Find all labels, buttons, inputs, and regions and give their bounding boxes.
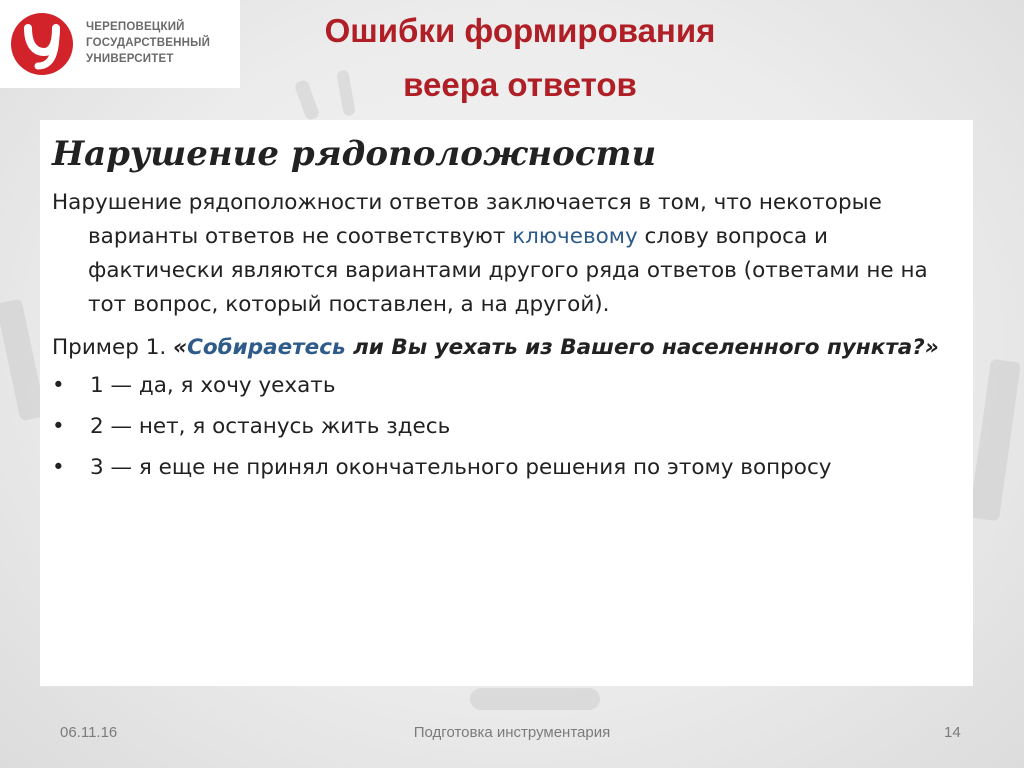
content-panel [40, 120, 973, 686]
answer-option-text: 3 — я еще не принял окончательного решения по этому вопросу [90, 455, 832, 480]
definition-text-end: слову вопроса и фактически являются вариантами другого ряда ответов (ответами не на тот вопрос, который поставлен, а на другой). [88, 224, 928, 317]
answer-options-list [52, 370, 961, 484]
university-logo [0, 0, 240, 88]
footer-title: Подготовка инструментария [413, 724, 611, 741]
footer-date: 06.11.16 [60, 724, 118, 741]
example-question [52, 332, 961, 364]
bullet-icon: • [52, 455, 65, 480]
definition-paragraph [52, 186, 961, 322]
example-keyword: Собираетесь [187, 335, 346, 360]
definition-text-start: Нарушение рядоположности ответов заключается в том, что некоторые варианты ответов не соответствуют [52, 190, 882, 249]
university-name-line-3: УНИВЕРСИТЕТ [86, 53, 174, 65]
example-open-quote: « [173, 335, 188, 360]
page-number: 14 [944, 724, 961, 741]
list-item [52, 452, 961, 484]
university-name-line-2: ГОСУДАРСТВЕННЫЙ [86, 37, 211, 49]
background-decoration [470, 688, 600, 710]
answer-option-text: 2 — нет, я останусь жить здесь [90, 414, 451, 439]
definition-keyword: ключевому [512, 224, 638, 249]
section-heading: Нарушение рядоположности [52, 134, 657, 174]
slide-title-line-2: веера ответов [403, 66, 637, 103]
university-name-line-1: ЧЕРЕПОВЕЦКИЙ [86, 21, 185, 33]
answer-option-text: 1 — да, я хочу уехать [90, 373, 336, 398]
example-label: Пример 1. [52, 335, 174, 360]
background-decoration [969, 359, 1021, 522]
example-question-text: ли Вы уехать из Вашего населенного пункта?» [345, 335, 939, 360]
bullet-icon: • [52, 414, 65, 439]
university-emblem-icon [10, 12, 74, 76]
list-item [52, 411, 961, 443]
university-name [86, 19, 236, 67]
bullet-icon: • [52, 373, 65, 398]
slide-title [240, 4, 800, 112]
slide-title-line-1: Ошибки формирования [324, 12, 716, 49]
list-item [52, 370, 961, 402]
